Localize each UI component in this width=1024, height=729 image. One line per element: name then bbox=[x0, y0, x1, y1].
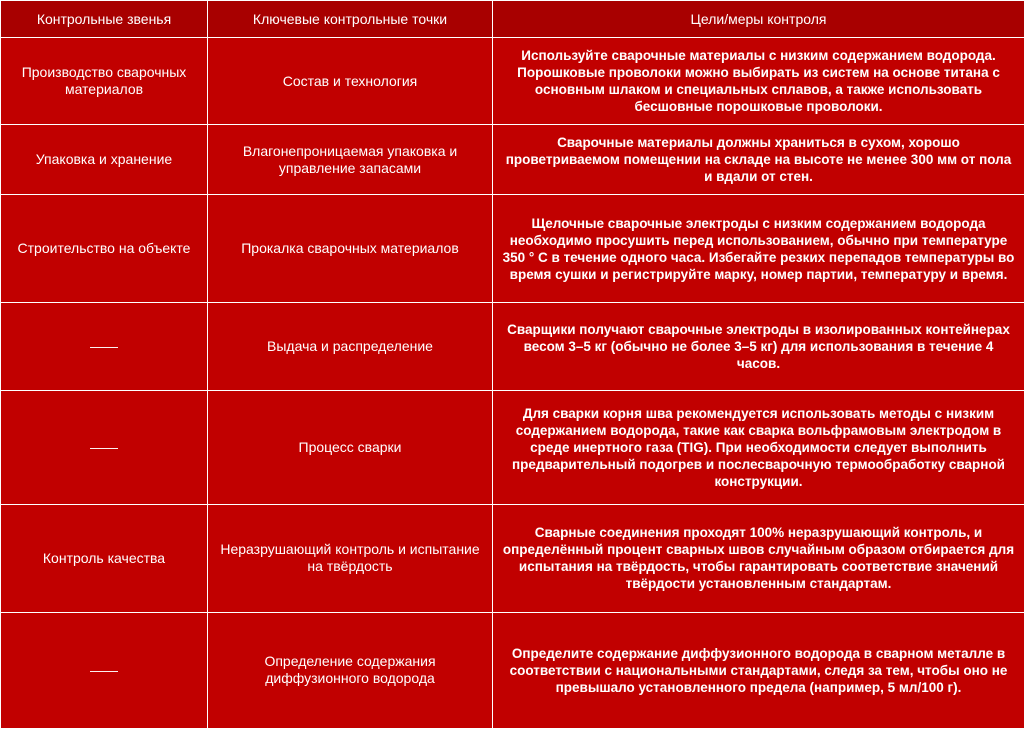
control-link-cell: Упаковка и хранение bbox=[1, 125, 208, 195]
control-point-cell: Процесс сварки bbox=[208, 391, 493, 505]
control-measure-cell: Сварщики получают сварочные электроды в изолированных контейнерах весом 3–5 кг (обычно не более 3–5 кг) для использования в течение 4 часов. bbox=[493, 302, 1024, 390]
table-row bbox=[1, 38, 1024, 125]
control-link-cell: Контроль качества bbox=[1, 505, 208, 612]
table-row bbox=[1, 195, 1024, 302]
table-header bbox=[1, 1, 1024, 38]
table-body bbox=[1, 38, 1024, 729]
control-link-cell: Строительство на объекте bbox=[1, 195, 208, 302]
table-row bbox=[1, 612, 1024, 728]
control-link-cell: Производство сварочных материалов bbox=[1, 38, 208, 125]
table-row bbox=[1, 391, 1024, 505]
header-row bbox=[1, 1, 1024, 38]
table-row bbox=[1, 125, 1024, 195]
control-measure-cell: Используйте сварочные материалы с низким содержанием водорода. Порошковые проволоки можно выбирать из систем на основе титана с основным шлаком и специальных сплавов, а также использовать бесшовные порошковые проволоки. bbox=[493, 38, 1024, 125]
table-row bbox=[1, 505, 1024, 612]
header-goals-measures: Цели/меры контроля bbox=[493, 1, 1024, 38]
table-row bbox=[1, 302, 1024, 390]
control-point-cell: Неразрушающий контроль и испытание на твёрдость bbox=[208, 505, 493, 612]
control-measure-cell: Определите содержание диффузионного водорода в сварном металле в соответствии с национальными стандартами, следя за тем, чтобы оно не превышало установленного предела (например, 5 мл/100 г). bbox=[493, 612, 1024, 728]
control-measure-cell: Щелочные сварочные электроды с низким содержанием водорода необходимо просушить перед использованием, обычно при температуре 350 ° C в течение одного часа. Избегайте резких перепадов температуры во время сушки и регистрируйте марку, номер партии, температуру и время. bbox=[493, 195, 1024, 302]
control-measure-cell: Сварные соединения проходят 100% неразрушающий контроль, и определённый процент сварных швов случайным образом отбирается для испытания на твёрдость, чтобы гарантировать соответствие значений твёрдости установленным стандартам. bbox=[493, 505, 1024, 612]
control-link-cell: —— bbox=[1, 612, 208, 728]
control-point-cell: Выдача и распределение bbox=[208, 302, 493, 390]
control-point-cell: Состав и технология bbox=[208, 38, 493, 125]
control-link-cell: —— bbox=[1, 391, 208, 505]
control-point-cell: Влагонепроницаемая упаковка и управление запасами bbox=[208, 125, 493, 195]
control-point-cell: Прокалка сварочных материалов bbox=[208, 195, 493, 302]
header-key-points: Ключевые контрольные точки bbox=[208, 1, 493, 38]
header-control-links: Контрольные звенья bbox=[1, 1, 208, 38]
control-measure-cell: Для сварки корня шва рекомендуется использовать методы с низким содержанием водорода, такие как сварка вольфрамовым электродом в среде инертного газа (TIG). При необходимости следует выполнить предварительный подогрев и послесварочную термообработку сварной конструкции. bbox=[493, 391, 1024, 505]
control-point-cell: Определение содержания диффузионного водорода bbox=[208, 612, 493, 728]
control-measure-cell: Сварочные материалы должны храниться в сухом, хорошо проветриваемом помещении на складе на высоте не менее 300 мм от пола и вдали от стен. bbox=[493, 125, 1024, 195]
control-link-cell: —— bbox=[1, 302, 208, 390]
